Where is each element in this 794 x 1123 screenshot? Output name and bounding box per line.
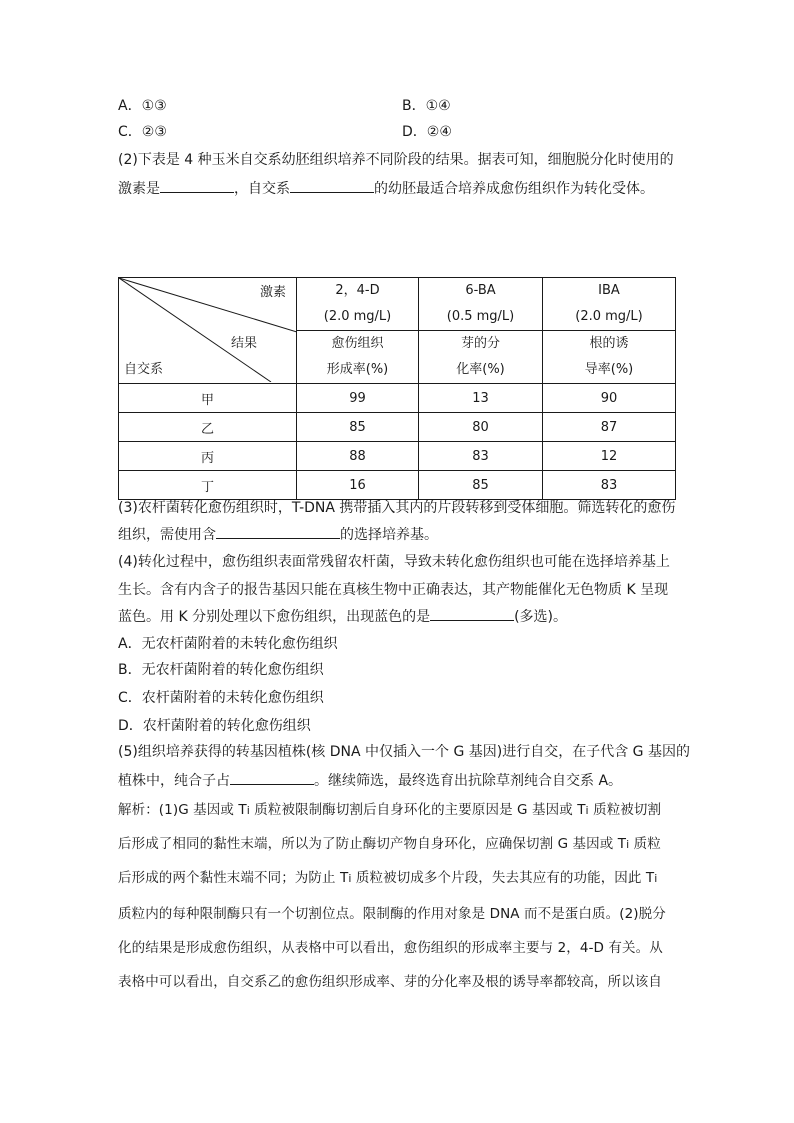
q4-option-c: C．农杆菌附着的未转化愈伤组织 xyxy=(118,690,324,706)
q2-text-c: 的幼胚最适合培养成愈伤组织作为转化受体。 xyxy=(374,181,654,197)
analysis-line3 xyxy=(118,868,678,889)
analysis-line4: 质粒内的每种限制酶只有一个切割位点。限制酶的作用对象是 DNA 而不是蛋白质。(2)脱分 xyxy=(118,906,666,922)
table-row xyxy=(119,442,676,471)
q4-option-b: B．无农杆菌附着的转化愈伤组织 xyxy=(118,662,324,678)
cell-bud: 85 xyxy=(419,471,543,500)
q5-text-a: 植株中，纯合子占 xyxy=(118,773,230,789)
q4-line2: 生长。含有内含子的报告基因只能在真核生物中正确表达，其产物能催化无色物质 K 呈现 xyxy=(118,582,669,598)
q4-option-d: D．农杆菌附着的转化愈伤组织 xyxy=(118,718,311,734)
q4-line3 xyxy=(118,606,678,627)
hormone-name: 6-BA xyxy=(465,283,496,298)
cell-root: 83 xyxy=(543,471,676,500)
analysis-line5: 化的结果是形成愈伤组织，从表格中可以看出，愈伤组织的形成率主要与 2，4-D 有关。从 xyxy=(118,940,663,956)
cell-callus: 85 xyxy=(297,413,419,442)
corner-label-result: 结果 xyxy=(231,336,258,351)
hormone-conc: (0.5 mg/L) xyxy=(446,309,515,324)
cell-root: 87 xyxy=(543,413,676,442)
result-label: 根的诱 xyxy=(589,336,629,351)
cell-callus: 16 xyxy=(297,471,419,500)
q3-line1: (3)农杆菌转化愈伤组织时，T-DNA 携带插入其内的片段转移到受体细胞。筛选转化的愈伤 xyxy=(118,500,676,516)
cell-bud: 13 xyxy=(419,384,543,413)
analysis-line2 xyxy=(118,834,678,855)
option-c: C．②③ xyxy=(118,124,167,140)
analysis-text: 后形成的两个黏性末端不同；为防止 T xyxy=(118,870,349,886)
analysis-text: 质粒被切成多个片段，失去其应有的功能，因此 T xyxy=(351,870,655,886)
analysis-line6: 表格中可以看出，自交系乙的愈伤组织形成率、芽的分化率及根的诱导率都较高，所以该自 xyxy=(118,974,662,990)
cell-bud: 83 xyxy=(419,442,543,471)
analysis-subscript: i xyxy=(246,804,250,817)
analysis-text: 解析：(1)G 基因或 T xyxy=(118,802,247,818)
q4-text-a: 蓝色。用 K 分别处理以下愈伤组织，出现蓝色的是 xyxy=(118,609,431,625)
option-b: B．①④ xyxy=(402,98,451,114)
header-hormone-iba xyxy=(543,278,676,331)
header-result-bud xyxy=(419,331,543,384)
header-hormone-24d xyxy=(297,278,419,331)
answer-blank-line[interactable] xyxy=(290,178,374,193)
table-row xyxy=(119,384,676,413)
row-name: 甲 xyxy=(119,384,297,413)
hormone-conc: (2.0 mg/L) xyxy=(323,309,392,324)
q3-text-a: 组织，需使用含 xyxy=(118,527,216,543)
q5-line1: (5)组织培养获得的转基因植株(核 DNA 中仅插入一个 G 基因)进行自交，在子代含 G 基因的 xyxy=(118,744,690,760)
q5-text-b: 。继续筛选，最终选育出抗除草剂纯合自交系 A。 xyxy=(314,773,623,789)
hormone-name: 2，4-D xyxy=(335,283,380,298)
table-corner-cell xyxy=(119,278,297,384)
q4-text-b: (多选)。 xyxy=(514,609,568,625)
header-hormone-6ba xyxy=(419,278,543,331)
result-label: 芽的分 xyxy=(460,336,500,351)
q3-line2 xyxy=(118,524,678,545)
hormone-conc: (2.0 mg/L) xyxy=(575,309,643,324)
result-label: 愈伤组织 xyxy=(331,336,384,351)
analysis-subscript: i xyxy=(654,872,658,885)
hormone-name: IBA xyxy=(598,283,620,298)
row-name: 丁 xyxy=(119,471,297,500)
table-row xyxy=(119,413,676,442)
analysis-subscript: i xyxy=(626,838,630,851)
analysis-line1 xyxy=(118,800,678,821)
q2-text-a: 激素是 xyxy=(118,181,160,197)
q2-line1: (2)下表是 4 种玉米自交系幼胚组织培养不同阶段的结果。据表可知，细胞脱分化时使用的 xyxy=(118,152,674,168)
q3-text-b: 的选择培养基。 xyxy=(340,527,438,543)
corner-label-line: 自交系 xyxy=(124,362,164,377)
cell-callus: 99 xyxy=(297,384,419,413)
results-table xyxy=(118,277,675,495)
cell-root: 12 xyxy=(543,442,676,471)
corner-label-hormone: 激素 xyxy=(260,285,287,300)
result-unit: 形成率(%) xyxy=(326,362,389,377)
header-result-callus xyxy=(297,331,419,384)
analysis-text: 质粒被限制酶切割后自身环化的主要原因是 G 基因或 T xyxy=(249,802,586,818)
answer-blank-homozygote[interactable] xyxy=(230,770,314,785)
analysis-text: 质粒 xyxy=(629,836,661,852)
answer-blank-selection[interactable] xyxy=(216,524,340,539)
cell-bud: 80 xyxy=(419,413,543,442)
cell-callus: 88 xyxy=(297,442,419,471)
q5-line2 xyxy=(118,770,678,791)
q4-option-a: A．无农杆菌附着的未转化愈伤组织 xyxy=(118,636,338,652)
row-name: 乙 xyxy=(119,413,297,442)
analysis-text: 后形成了相同的黏性末端，所以为了防止酶切产物自身环化，应确保切割 G 基因或 T xyxy=(118,836,627,852)
q2-line2 xyxy=(118,178,678,199)
table-row xyxy=(119,471,676,500)
q2-text-b: ，自交系 xyxy=(234,181,290,197)
analysis-subscript: i xyxy=(348,872,352,885)
q4-line1: (4)转化过程中，愈伤组织表面常残留农杆菌，导致未转化愈伤组织也可能在选择培养基上 xyxy=(118,554,670,570)
analysis-text: 质粒被切割 xyxy=(588,802,662,818)
answer-blank-blue[interactable] xyxy=(430,606,514,621)
option-a: A．①③ xyxy=(118,98,167,114)
row-name: 丙 xyxy=(119,442,297,471)
result-unit: 化率(%) xyxy=(456,362,505,377)
answer-blank-hormone[interactable] xyxy=(160,178,234,193)
result-unit: 导率(%) xyxy=(584,362,634,377)
option-d: D．②④ xyxy=(402,124,452,140)
cell-root: 90 xyxy=(543,384,676,413)
analysis-subscript: i xyxy=(585,804,589,817)
header-result-root xyxy=(543,331,676,384)
